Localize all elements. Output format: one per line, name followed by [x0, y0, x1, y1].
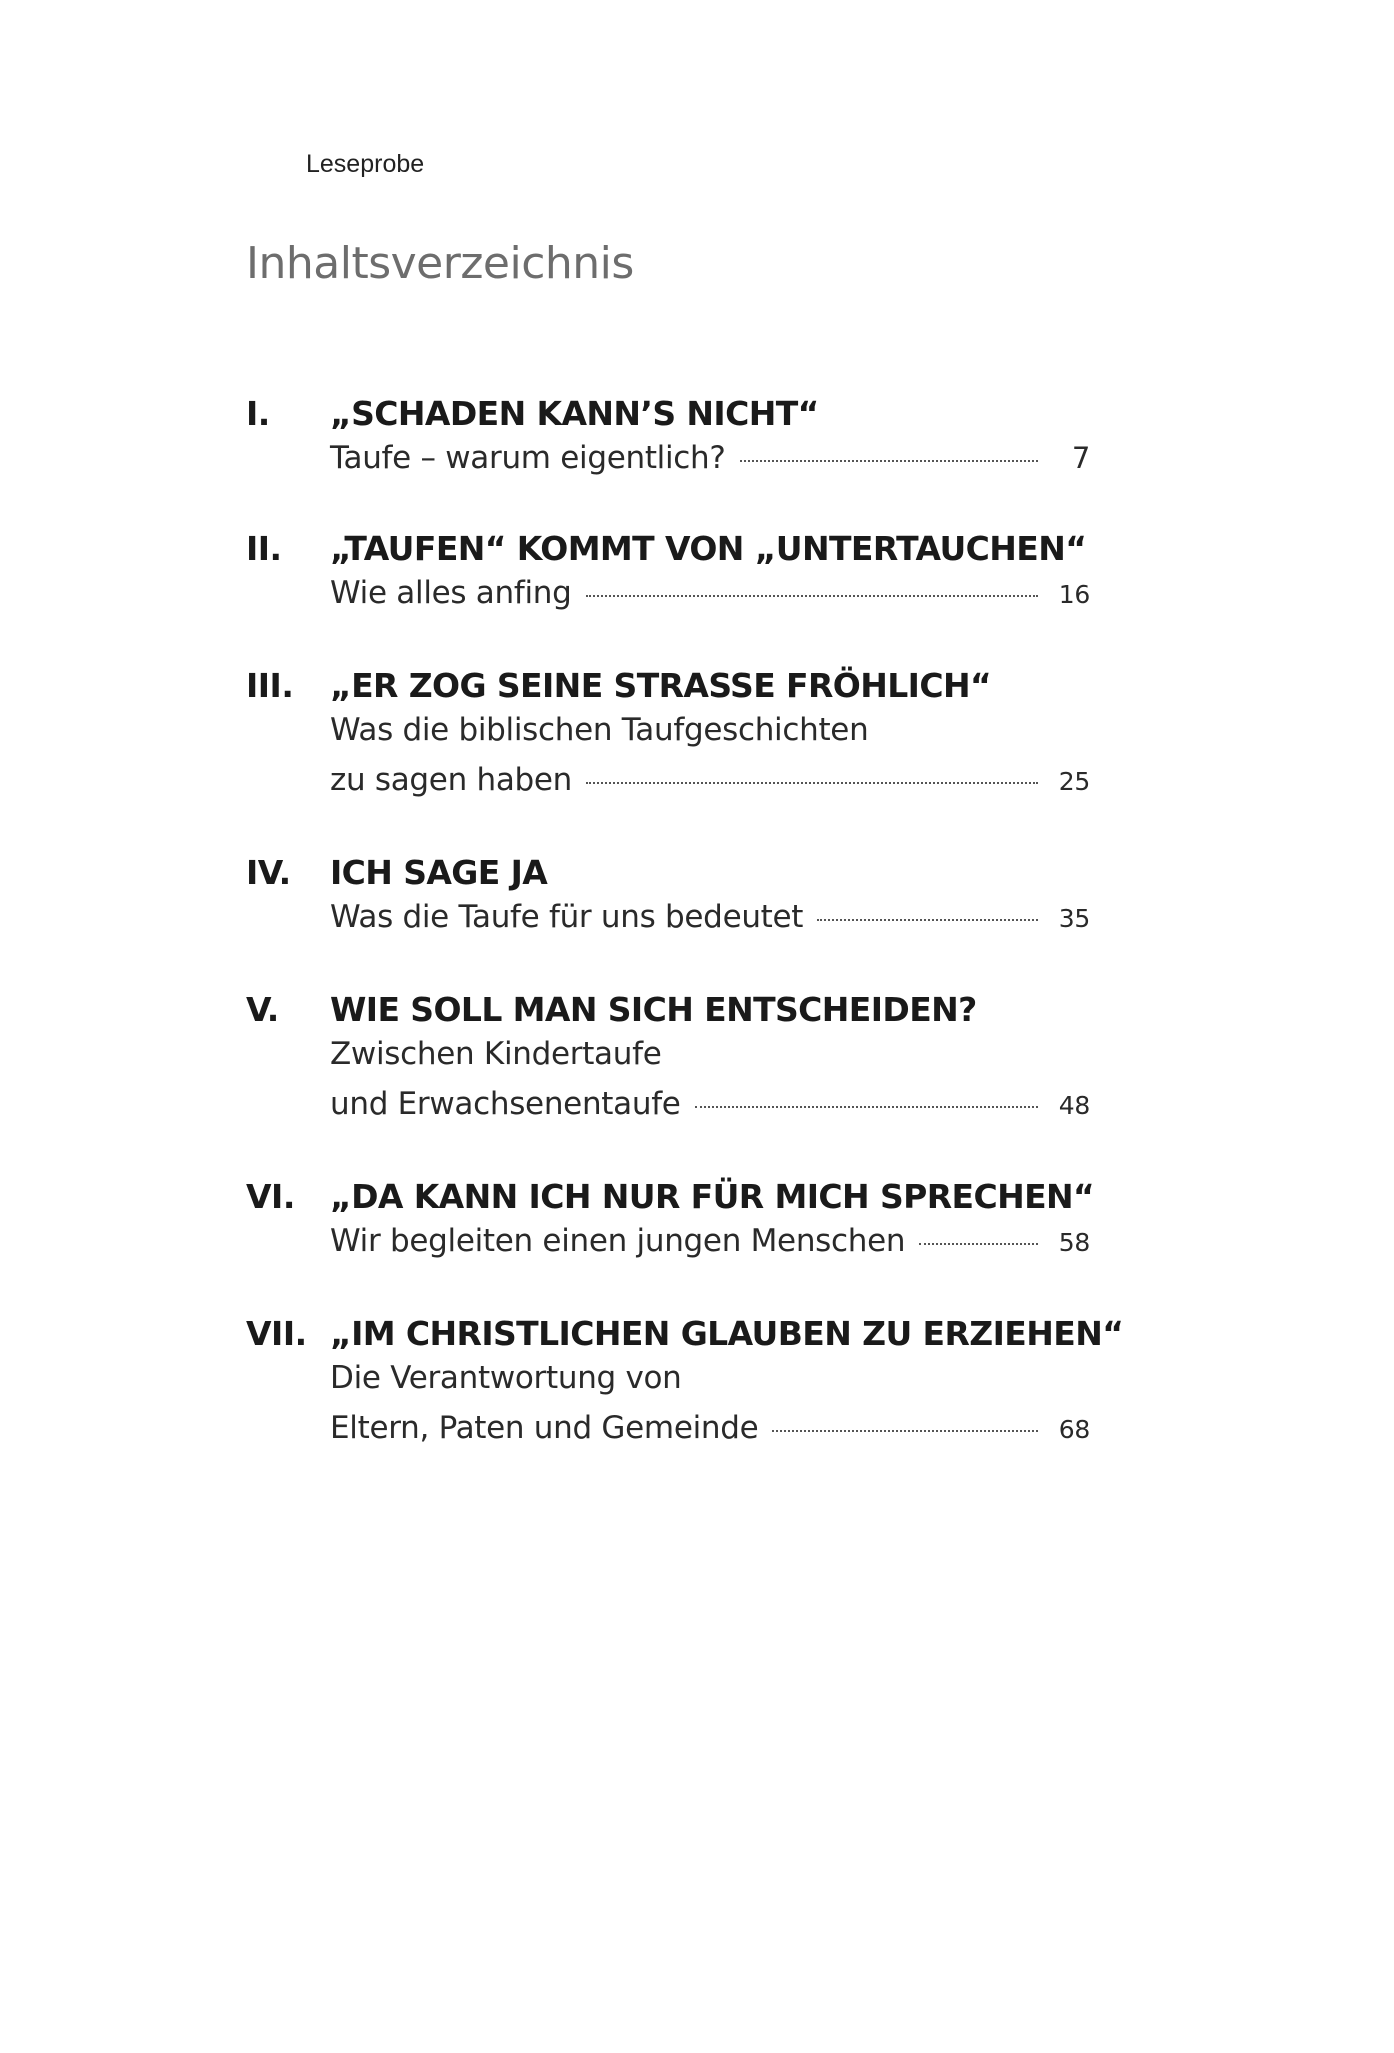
chapter-heading: „TAUFEN“ KOMMT VON „UNTERTAUCHEN“ — [330, 529, 1087, 568]
toc-entry[interactable] — [246, 990, 1090, 1131]
toc-entry[interactable] — [246, 394, 1090, 483]
page-number: 16 — [1058, 580, 1090, 609]
dot-leader — [772, 1430, 1038, 1432]
page-number: 25 — [1058, 767, 1090, 796]
chapter-subtitle: zu sagen haben — [330, 762, 573, 798]
chapter-subtitle: Wie alles anfing — [330, 575, 572, 611]
chapter-numeral: I. — [246, 394, 270, 433]
dot-leader — [586, 782, 1038, 784]
chapter-heading: „DA KANN ICH NUR FÜR MICH SPRECHEN“ — [330, 1177, 1095, 1216]
page-number: 68 — [1058, 1415, 1090, 1444]
toc-entry[interactable] — [246, 666, 1090, 807]
chapter-subtitle: Eltern, Paten und Gemeinde — [330, 1410, 759, 1446]
page-number: 48 — [1058, 1091, 1090, 1120]
chapter-numeral: V. — [246, 990, 279, 1029]
page-number: 35 — [1058, 904, 1090, 933]
page-title: Inhaltsverzeichnis — [246, 238, 634, 289]
toc-entry[interactable] — [246, 853, 1090, 944]
chapter-heading: „ER ZOG SEINE STRASSE FRÖHLICH“ — [330, 666, 992, 705]
leseprobe-label: Leseprobe — [306, 150, 425, 178]
dot-leader — [817, 919, 1038, 921]
table-of-contents — [246, 394, 1124, 1501]
chapter-subtitle-line: Zwischen Kindertaufe — [330, 1036, 662, 1072]
dot-leader — [586, 595, 1038, 597]
dot-leader — [740, 460, 1038, 462]
dot-leader — [919, 1243, 1038, 1245]
chapter-numeral: II. — [246, 529, 282, 568]
dot-leader — [695, 1106, 1038, 1108]
chapter-subtitle-line: Was die biblischen Taufgeschichten — [330, 712, 869, 748]
chapter-subtitle: und Erwachsenentaufe — [330, 1086, 681, 1122]
chapter-numeral: III. — [246, 666, 294, 705]
page-number: 58 — [1058, 1228, 1090, 1257]
chapter-numeral: IV. — [246, 853, 291, 892]
chapter-numeral: VI. — [246, 1177, 295, 1216]
chapter-heading: WIE SOLL MAN SICH ENTSCHEIDEN? — [330, 990, 977, 1029]
chapter-heading: „IM CHRISTLICHEN GLAUBEN ZU ERZIEHEN“ — [330, 1314, 1124, 1353]
chapter-subtitle-line: Die Verantwortung von — [330, 1360, 682, 1396]
chapter-heading: ICH SAGE JA — [330, 853, 548, 892]
toc-entry[interactable] — [246, 529, 1090, 620]
toc-entry[interactable] — [246, 1314, 1124, 1455]
page-number: 7 — [1071, 441, 1090, 475]
chapter-subtitle: Wir begleiten einen jungen Menschen — [330, 1223, 906, 1259]
chapter-subtitle: Taufe – warum eigentlich? — [330, 440, 726, 476]
chapter-subtitle: Was die Taufe für uns bedeutet — [330, 899, 804, 935]
chapter-numeral: VII. — [246, 1314, 307, 1353]
chapter-heading: „SCHADEN KANN’S NICHT“ — [330, 394, 819, 433]
toc-entry[interactable] — [246, 1177, 1095, 1268]
